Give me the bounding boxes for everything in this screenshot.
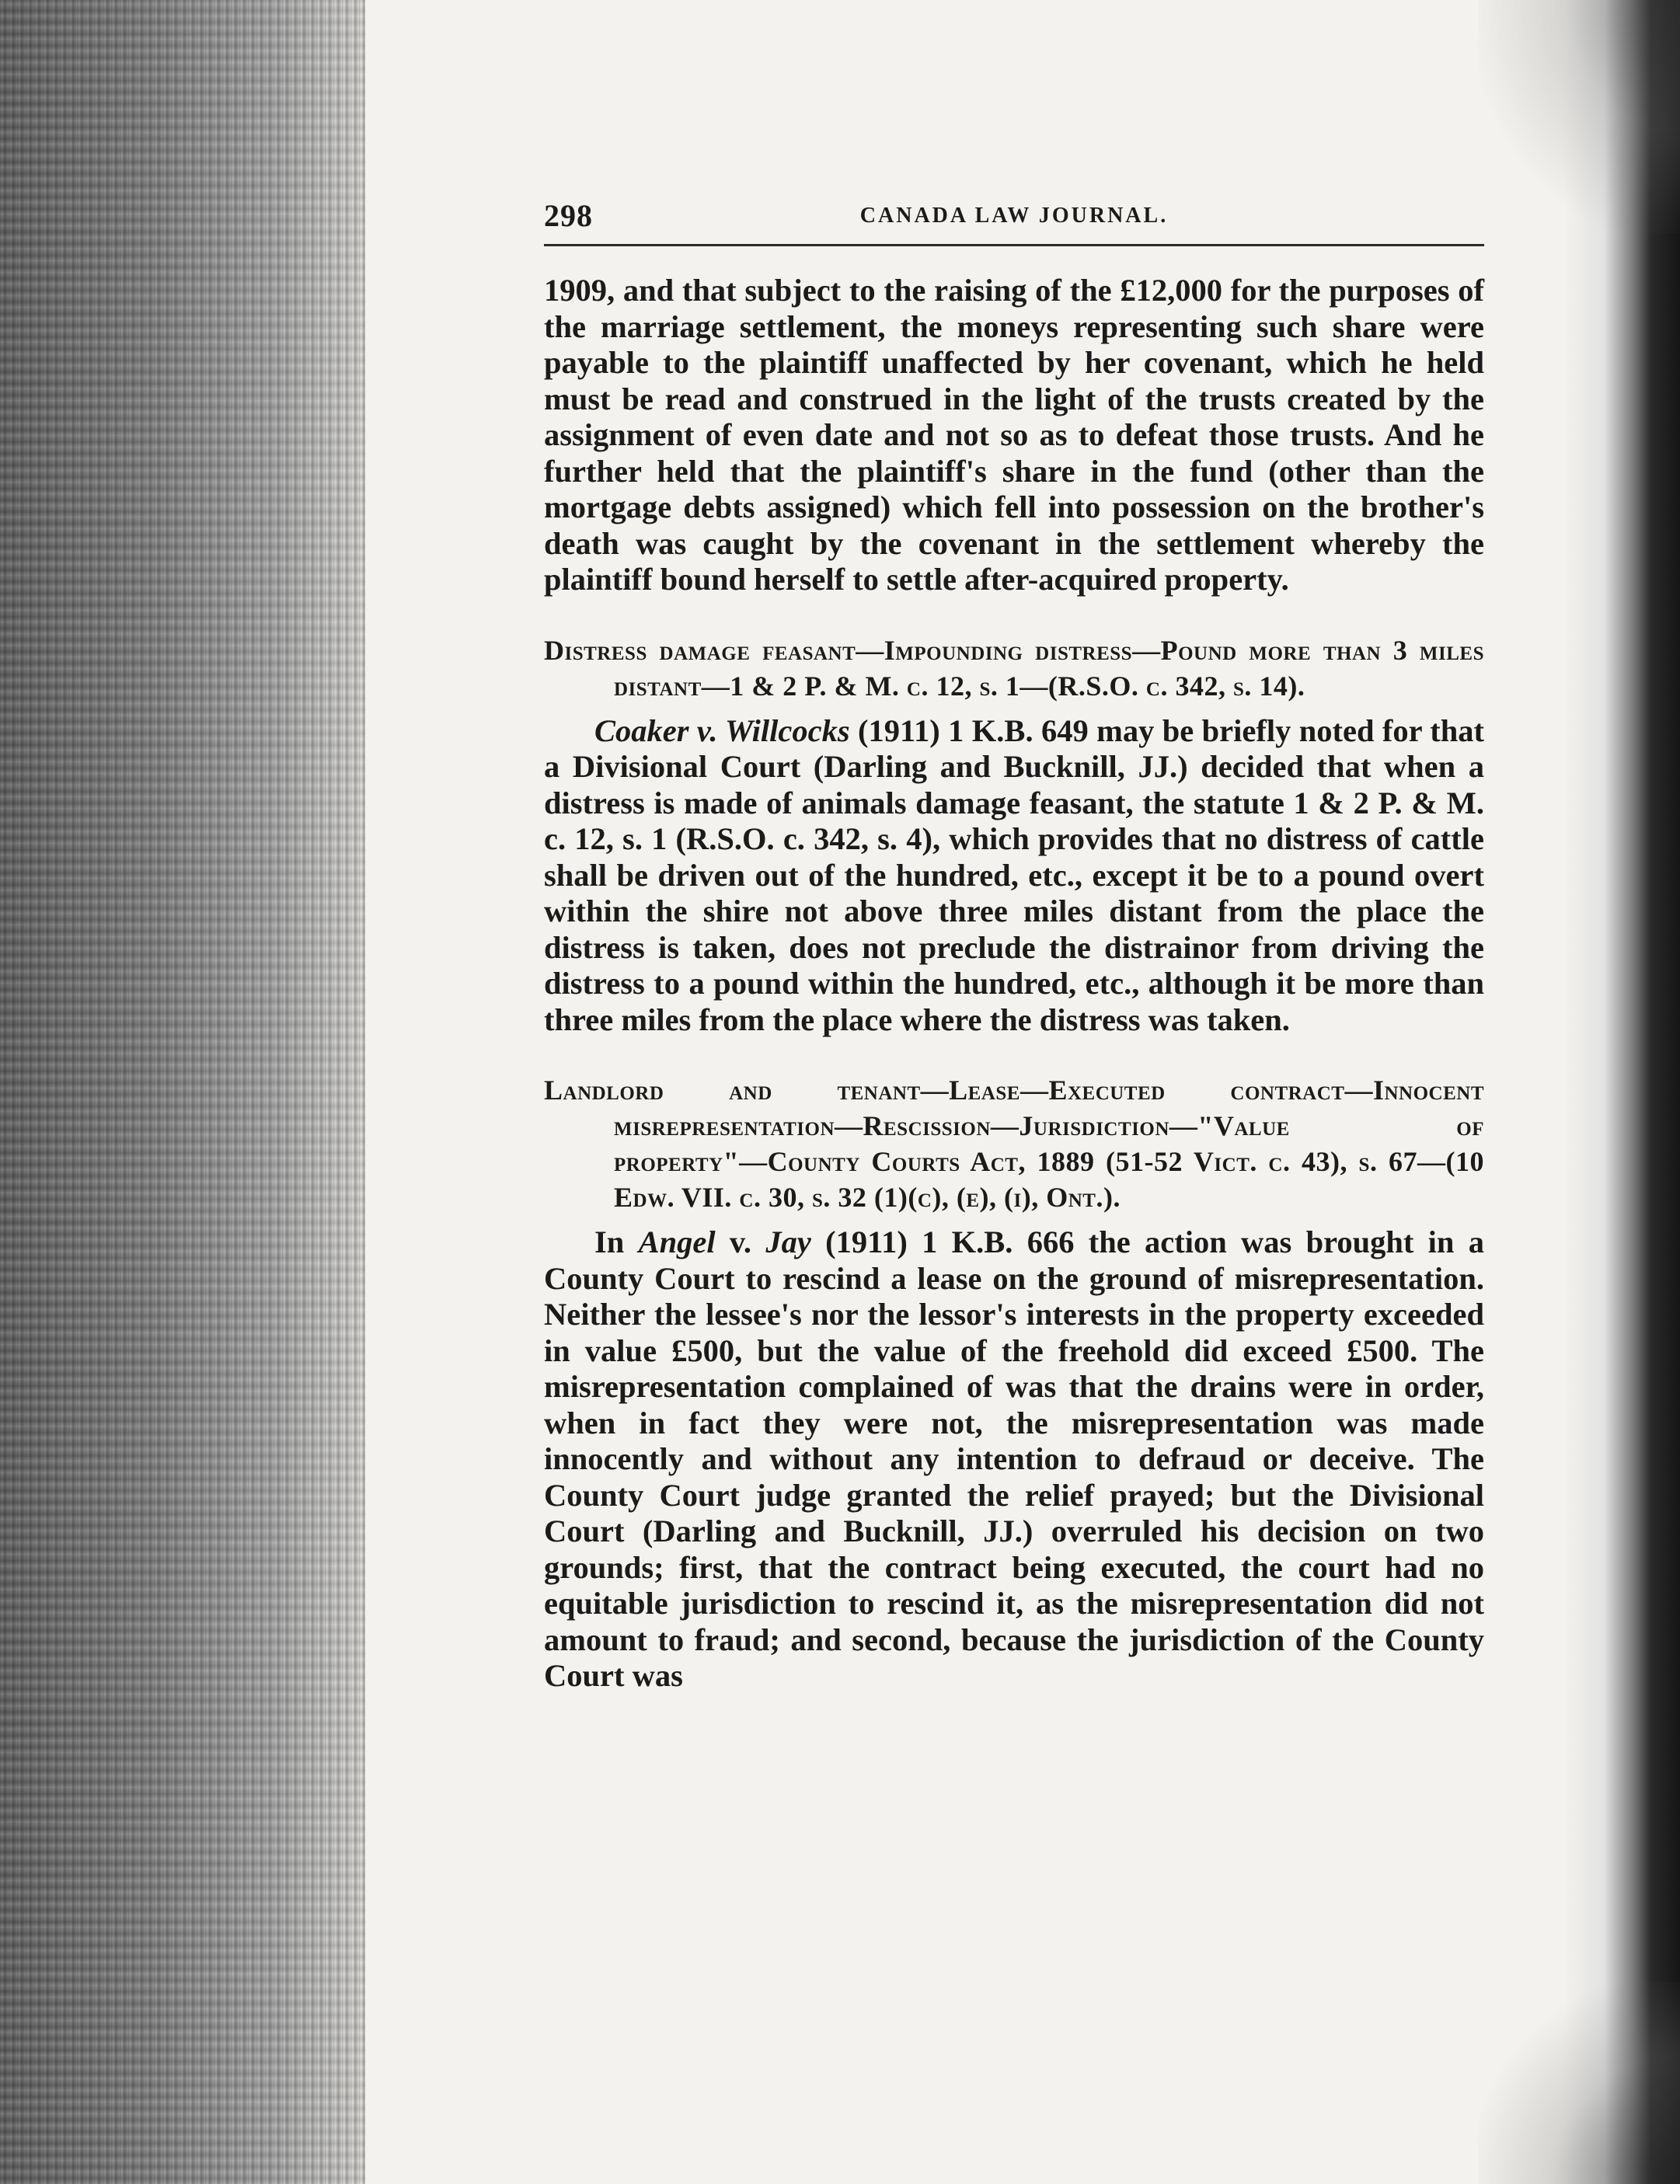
running-head — [544, 194, 1484, 246]
scan-corner-smudge-top — [1478, 0, 1680, 233]
section-heading-landlord-tenant: Landlord and tenant—Lease—Executed contract—Innocent misrepresentation—Rescission—Jurisdiction—"Value of property"—County Courts Act, 1889 (51-52 Vict. c. 43), s. 67—(10 Edw. VII. c. 30, s. 32 (1)(c), (e), (i), Ont.). — [544, 1075, 1484, 1213]
section-heading-distress: Distress damage feasant—Impounding distress—Pound more than 3 miles distant—1 & 2 P. & M. c. 12, s. 1—(R.S.O. c. 342, s. 14). — [544, 634, 1484, 702]
journal-page — [544, 194, 1484, 1695]
section-paragraph-distress — [544, 713, 1484, 1039]
journal-title: CANADA LAW JOURNAL. — [859, 204, 1169, 228]
section-paragraph-landlord-tenant — [544, 1224, 1484, 1695]
case-name-angel: Angel — [638, 1224, 716, 1259]
scan-left-margin-noise — [0, 0, 365, 2184]
case-versus: v. — [715, 1224, 766, 1259]
page-number: 298 — [544, 198, 593, 233]
section-text-distress: (1911) 1 K.B. 649 may be briefly noted for that a Divisional Court (Darling and Bucknill, JJ.) decided that when a distress is made of animals damage feasant, the statute 1 & 2 P. & M. c. 12, s. 1 (R.S.O. c. 342, s. 4), which provides that no distress of cattle shall be driven out of the hundred, etc., except it be to a pound overt within the shire not above three miles distant from the place the distress is taken, does not preclude the distrainor from driving the distress to a pound within the hundred, etc., although it be more than three miles from the place where the distress was taken. — [544, 712, 1485, 1037]
scan-corner-smudge-bottom — [1478, 1982, 1680, 2184]
section-lead: In — [594, 1224, 639, 1259]
section-text-landlord-tenant: (1911) 1 K.B. 666 the action was brought in a County Court to rescind a lease on the ground of misrepresentation. Neither the lessee's nor the lessor's interests in the property exceeded in value £500, but the value of the freehold did exceed £500. The misrepresentation complained of was that the drains were in order, when in fact they were not, the misrepresentation was made innocently and without any intention to defraud or deceive. The County Court judge granted the relief prayed; but the Divisional Court (Darling and Bucknill, JJ.) overruled his decision on two grounds; first, that the contract being executed, the court had no equitable jurisdiction to rescind it, as the misrepresentation did not amount to fraud; and second, because the jurisdiction of the County Court was — [544, 1224, 1484, 1693]
case-name-coaker: Coaker v. Willcocks — [594, 712, 850, 748]
case-name-jay: Jay — [765, 1224, 811, 1259]
continued-paragraph: 1909, and that subject to the raising of the £12,000 for the purposes of the marriage settlement, the moneys representing such share were payable to the plaintiff unaffected by her covenant, which he held must be read and construed in the light of the trusts created by the assignment of even date and not so as to defeat those trusts. And he further held that the plaintiff's share in the fund (other than the mortgage debts assigned) which fell into possession on the brother's death was caught by the covenant in the settlement whereby the plaintiff bound herself to settle after-acquired property. — [544, 273, 1484, 597]
scan-right-binding-shadow — [1563, 0, 1680, 2184]
